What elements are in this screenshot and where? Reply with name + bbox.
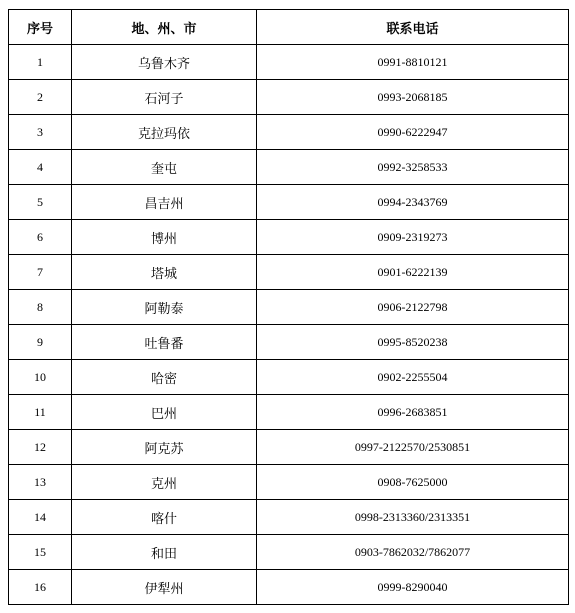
cell-phone: 0902-2255504 [257, 360, 569, 395]
header-serial-number: 序号 [9, 10, 72, 45]
cell-phone: 0908-7625000 [257, 465, 569, 500]
cell-phone: 0993-2068185 [257, 80, 569, 115]
cell-region: 克拉玛依 [72, 115, 257, 150]
cell-serial-number: 5 [9, 185, 72, 220]
table-header [9, 10, 569, 45]
cell-phone: 0995-8520238 [257, 325, 569, 360]
table-row [9, 325, 569, 360]
header-region: 地、州、市 [72, 10, 257, 45]
table-row [9, 255, 569, 290]
table-row [9, 150, 569, 185]
cell-phone: 0998-2313360/2313351 [257, 500, 569, 535]
table-row [9, 360, 569, 395]
cell-serial-number: 14 [9, 500, 72, 535]
cell-serial-number: 10 [9, 360, 72, 395]
cell-serial-number: 13 [9, 465, 72, 500]
table-row [9, 570, 569, 605]
contact-table-container [8, 9, 569, 605]
cell-phone: 0996-2683851 [257, 395, 569, 430]
cell-region: 昌吉州 [72, 185, 257, 220]
cell-serial-number: 3 [9, 115, 72, 150]
table-row [9, 115, 569, 150]
cell-region: 塔城 [72, 255, 257, 290]
cell-serial-number: 9 [9, 325, 72, 360]
cell-region: 哈密 [72, 360, 257, 395]
cell-phone: 0992-3258533 [257, 150, 569, 185]
cell-serial-number: 12 [9, 430, 72, 465]
table-row [9, 430, 569, 465]
table-row [9, 500, 569, 535]
table-row [9, 185, 569, 220]
cell-region: 阿克苏 [72, 430, 257, 465]
table-row [9, 220, 569, 255]
cell-region: 奎屯 [72, 150, 257, 185]
cell-region: 和田 [72, 535, 257, 570]
cell-serial-number: 7 [9, 255, 72, 290]
cell-region: 巴州 [72, 395, 257, 430]
cell-region: 阿勒泰 [72, 290, 257, 325]
cell-region: 博州 [72, 220, 257, 255]
table-body [9, 45, 569, 605]
cell-region: 乌鲁木齐 [72, 45, 257, 80]
cell-phone: 0903-7862032/7862077 [257, 535, 569, 570]
table-row [9, 535, 569, 570]
cell-phone: 0901-6222139 [257, 255, 569, 290]
cell-serial-number: 4 [9, 150, 72, 185]
cell-phone: 0997-2122570/2530851 [257, 430, 569, 465]
cell-region: 克州 [72, 465, 257, 500]
cell-serial-number: 1 [9, 45, 72, 80]
cell-phone: 0999-8290040 [257, 570, 569, 605]
contact-table [8, 9, 569, 605]
cell-serial-number: 2 [9, 80, 72, 115]
cell-serial-number: 16 [9, 570, 72, 605]
table-row [9, 80, 569, 115]
header-phone: 联系电话 [257, 10, 569, 45]
cell-phone: 0906-2122798 [257, 290, 569, 325]
cell-serial-number: 6 [9, 220, 72, 255]
cell-phone: 0909-2319273 [257, 220, 569, 255]
cell-serial-number: 15 [9, 535, 72, 570]
cell-serial-number: 8 [9, 290, 72, 325]
table-row [9, 465, 569, 500]
cell-region: 伊犁州 [72, 570, 257, 605]
header-row [9, 10, 569, 45]
table-row [9, 45, 569, 80]
cell-phone: 0990-6222947 [257, 115, 569, 150]
cell-serial-number: 11 [9, 395, 72, 430]
table-row [9, 395, 569, 430]
cell-region: 吐鲁番 [72, 325, 257, 360]
table-row [9, 290, 569, 325]
cell-region: 石河子 [72, 80, 257, 115]
cell-phone: 0994-2343769 [257, 185, 569, 220]
cell-phone: 0991-8810121 [257, 45, 569, 80]
cell-region: 喀什 [72, 500, 257, 535]
